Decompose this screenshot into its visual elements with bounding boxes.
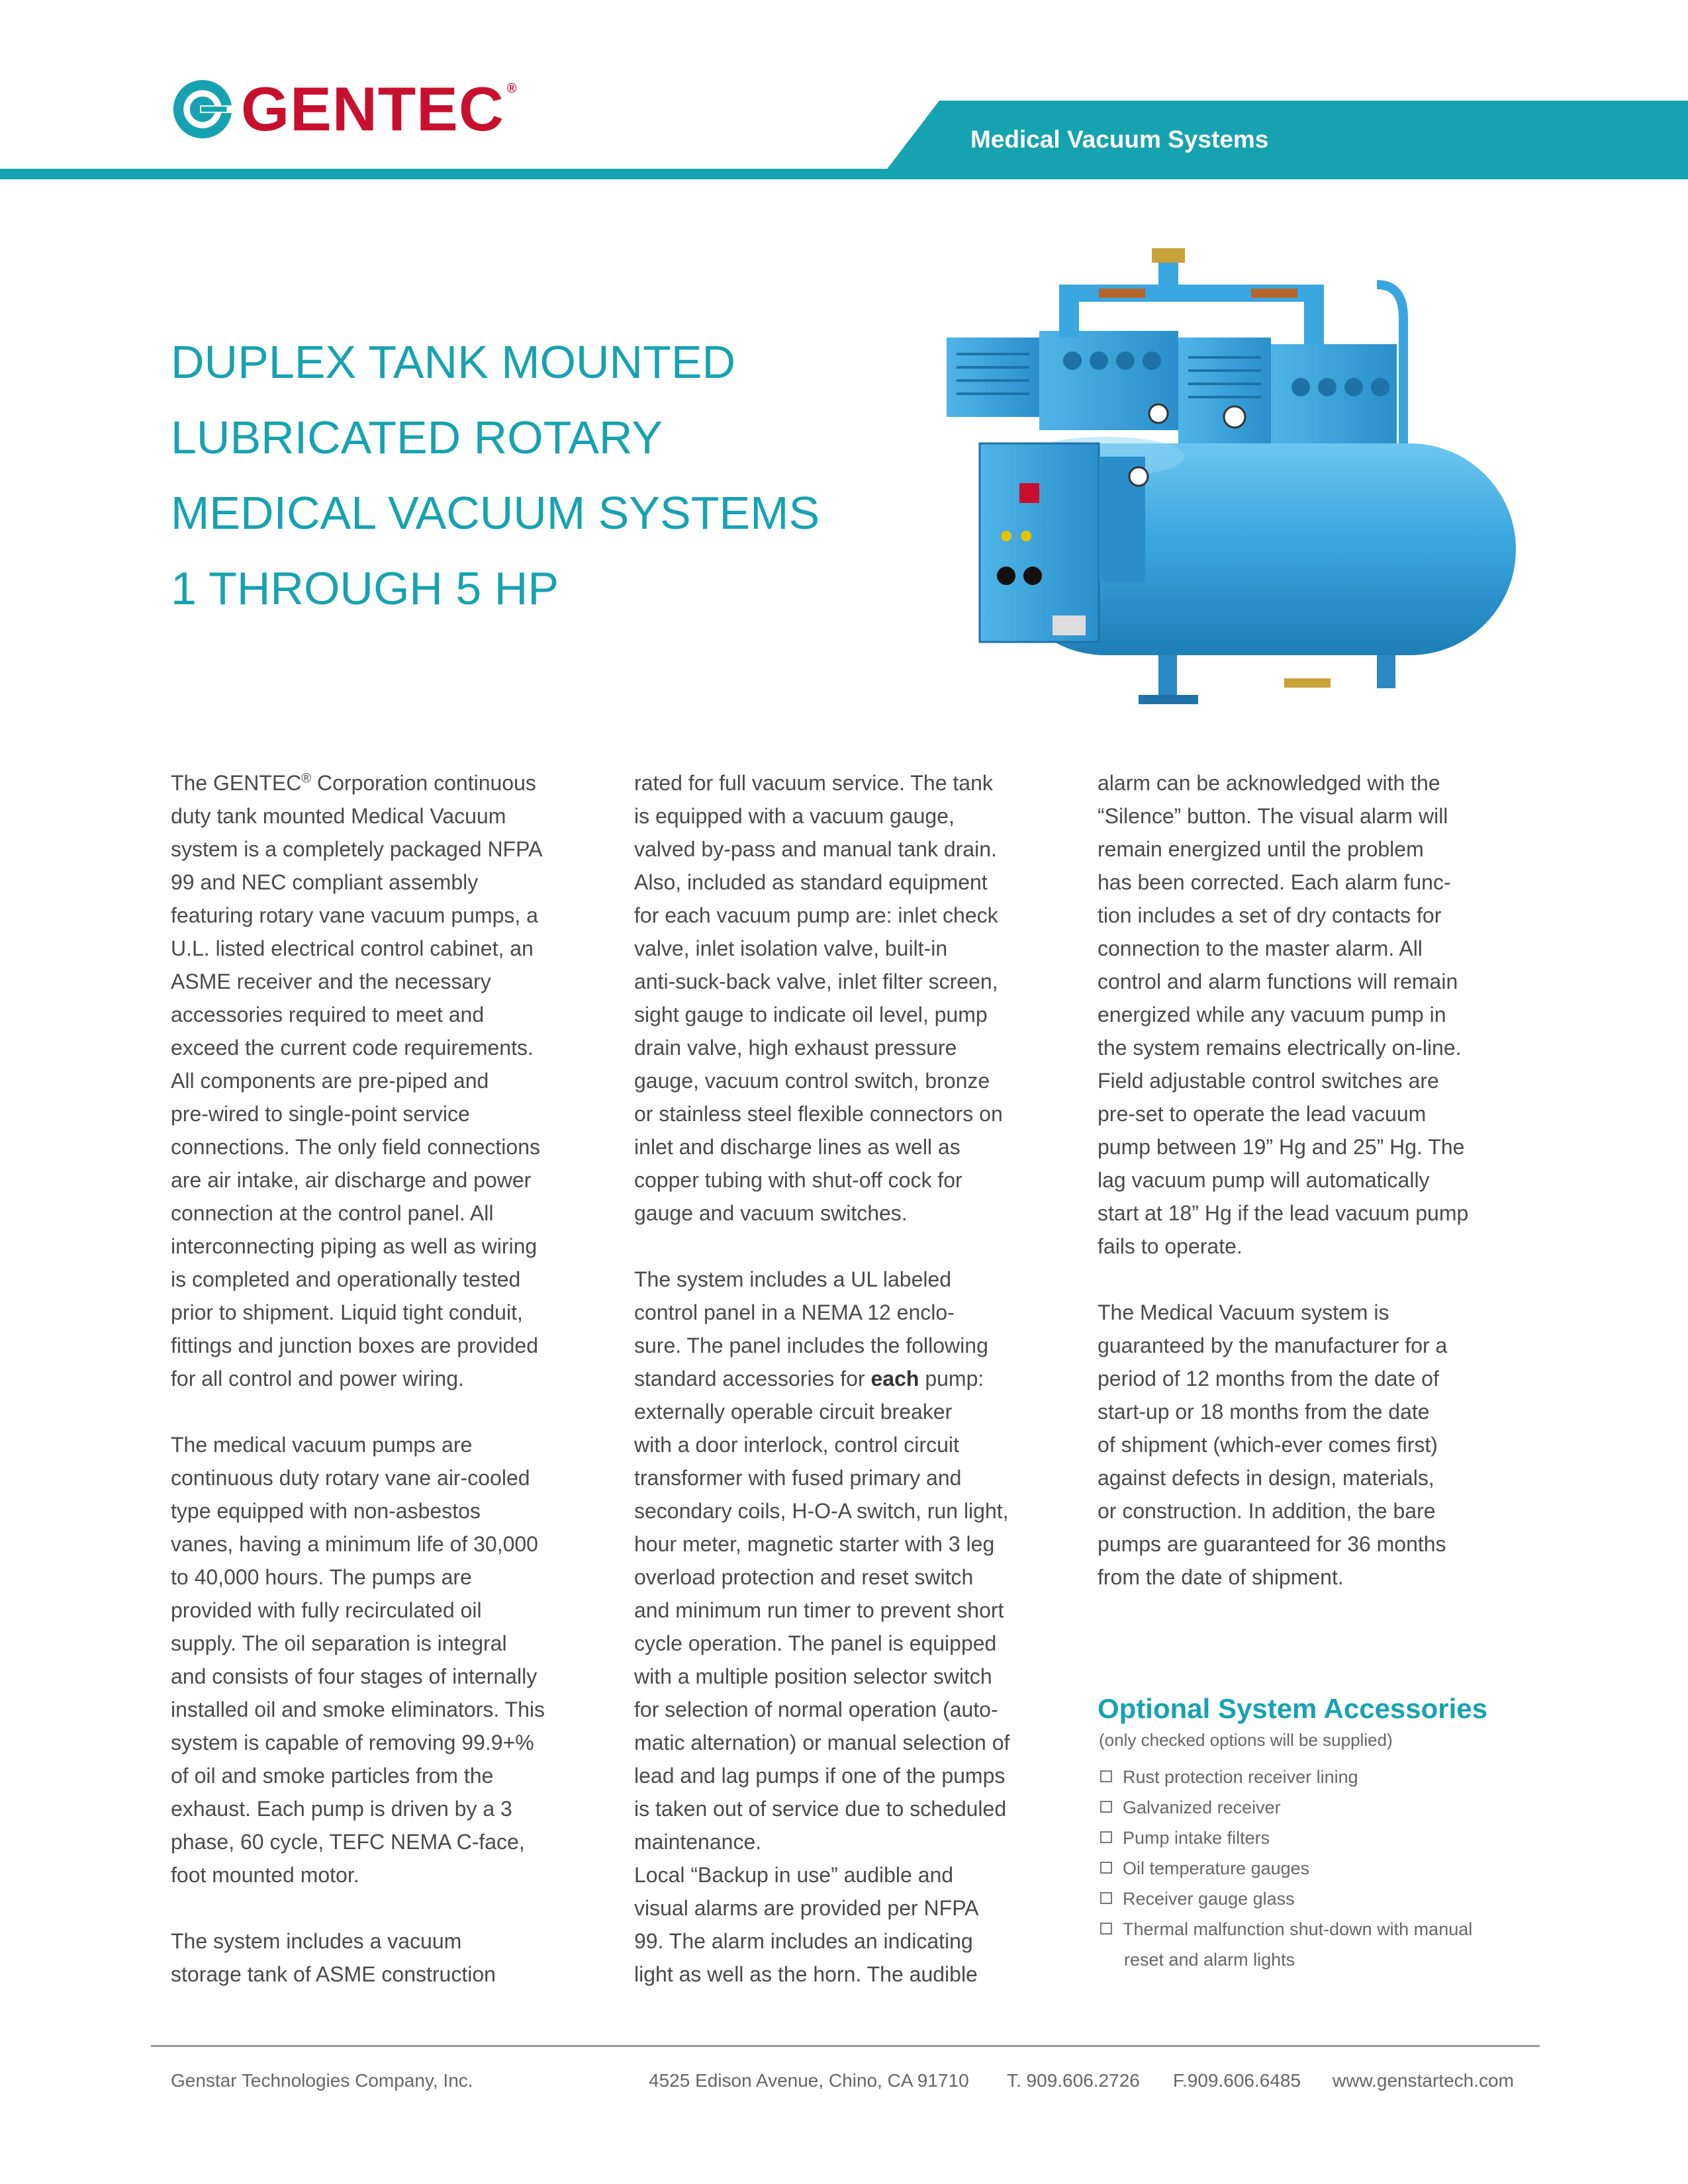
text-line: Also, included as standard equipment <box>634 870 988 894</box>
checkbox-icon[interactable] <box>1100 1892 1112 1904</box>
accessory-option[interactable]: Rust protection receiver lining <box>1099 1762 1529 1792</box>
checkbox-icon[interactable] <box>1100 1862 1112 1874</box>
checkbox-icon[interactable] <box>1100 1923 1112 1934</box>
text-line: drain valve, high exhaust pressure <box>634 1036 957 1060</box>
text-line: The GENTEC® Corporation continuous <box>171 771 536 795</box>
text-line: guaranteed by the manufacturer for a <box>1098 1334 1448 1357</box>
text-line: for each vacuum pump are: inlet check <box>634 903 998 927</box>
footer-company: Genstar Technologies Company, Inc. <box>171 2070 473 2091</box>
accessory-option[interactable]: Pump intake filters <box>1099 1823 1529 1853</box>
checkbox-icon[interactable] <box>1100 1801 1112 1813</box>
body-column-3 <box>1098 766 1521 1594</box>
text-line: is completed and operationally tested <box>171 1267 521 1291</box>
text-line: storage tank of ASME construction <box>171 1962 496 1986</box>
text-line: connections. The only field connections <box>171 1135 540 1159</box>
text-line: pump between 19” Hg and 25” Hg. The <box>1098 1135 1465 1159</box>
text-line: overload protection and reset switch <box>634 1565 974 1589</box>
text-line: has been corrected. Each alarm func- <box>1098 870 1451 894</box>
title-line: LUBRICATED ROTARY <box>171 412 663 463</box>
paragraph-gap <box>171 1395 594 1428</box>
footer-fax: F.909.606.6485 <box>1173 2070 1301 2091</box>
text-line: matic alternation) or manual selection of <box>634 1731 1010 1754</box>
text-line: are air intake, air discharge and power <box>171 1168 532 1192</box>
text-line: lag vacuum pump will automatically <box>1098 1168 1430 1192</box>
gentec-logo <box>171 73 517 146</box>
text-line: gauge, vacuum control switch, bronze <box>634 1069 990 1093</box>
title-line: MEDICAL VACUUM SYSTEMS <box>171 487 820 539</box>
paragraph-gap <box>171 1891 594 1925</box>
text-line: visual alarms are provided per NFPA <box>634 1896 979 1920</box>
text-line: light as well as the horn. The audible <box>634 1962 978 1986</box>
text-line: pre-wired to single-point service <box>171 1102 470 1126</box>
title-line: 1 THROUGH 5 HP <box>171 563 559 614</box>
text-line: transformer with fused primary and <box>634 1466 962 1490</box>
text-line: cycle operation. The panel is equipped <box>634 1631 997 1655</box>
text-line: rated for full vacuum service. The tank <box>634 771 993 795</box>
accessories-list <box>1099 1762 1529 1975</box>
text-line: system is capable of removing 99.9+% <box>171 1731 534 1754</box>
text-line: foot mounted motor. <box>171 1863 359 1887</box>
gentec-logo-mark-icon <box>171 77 234 141</box>
accessory-option[interactable]: Oil temperature gauges <box>1099 1853 1529 1884</box>
text-line: 99 and NEC compliant assembly <box>171 870 479 894</box>
page-title <box>171 324 932 626</box>
section-label: Medical Vacuum Systems <box>970 126 1269 153</box>
text-line: copper tubing with shut-off cock for <box>634 1168 962 1192</box>
text-line: maintenance. <box>634 1830 762 1854</box>
logo-wordmark: GENTEC ® <box>241 74 518 144</box>
text-line: hour meter, magnetic starter with 3 leg <box>634 1532 995 1556</box>
text-line: gauge and vacuum switches. <box>634 1201 908 1225</box>
text-line: of shipment (which-ever comes first) <box>1098 1433 1438 1457</box>
footer-website[interactable]: www.genstartech.com <box>1333 2070 1514 2091</box>
accessories-subtitle: (only checked options will be supplied) <box>1099 1730 1393 1750</box>
text-line: interconnecting piping as well as wiring <box>171 1234 538 1258</box>
accessory-option-continued: reset and alarm lights <box>1124 1950 1295 1970</box>
text-line: Local “Backup in use” audible and <box>634 1863 954 1887</box>
text-line: the system remains electrically on-line. <box>1098 1036 1462 1060</box>
text-line: externally operable circuit breaker <box>634 1400 953 1424</box>
text-line: The system includes a vacuum <box>171 1929 462 1953</box>
text-line: valved by-pass and manual tank drain. <box>634 837 997 861</box>
text-line: sight gauge to indicate oil level, pump <box>634 1003 988 1026</box>
text-line: The medical vacuum pumps are <box>171 1433 473 1457</box>
text-line: The system includes a UL labeled <box>634 1267 952 1291</box>
text-line: or construction. In addition, the bare <box>1098 1499 1436 1523</box>
text-line: secondary coils, H-O-A switch, run light, <box>634 1499 1009 1523</box>
text-line: start-up or 18 months from the date <box>1098 1400 1430 1424</box>
checkbox-icon[interactable] <box>1100 1831 1112 1843</box>
text-line: inlet and discharge lines as well as <box>634 1135 961 1159</box>
text-line: from the date of shipment. <box>1098 1565 1344 1589</box>
text-line: accessories required to meet and <box>171 1003 485 1026</box>
text-line: period of 12 months from the date of <box>1098 1367 1439 1390</box>
text-line: and minimum run timer to prevent short <box>634 1598 1004 1622</box>
paragraph-gap <box>1098 1263 1521 1296</box>
text-line: pre-set to operate the lead vacuum <box>1098 1102 1427 1126</box>
body-column-2 <box>634 766 1058 1991</box>
text-line: start at 18” Hg if the lead vacuum pump <box>1098 1201 1469 1225</box>
text-line: exhaust. Each pump is driven by a 3 <box>171 1797 512 1821</box>
accessory-option[interactable]: Galvanized receiver <box>1099 1792 1529 1823</box>
text-line: pumps are guaranteed for 36 months <box>1098 1532 1446 1556</box>
text-line: energized while any vacuum pump in <box>1098 1003 1446 1026</box>
text-line: connection at the control panel. All <box>171 1201 494 1225</box>
checkbox-icon[interactable] <box>1100 1770 1112 1782</box>
product-image <box>940 245 1536 728</box>
text-line: tion includes a set of dry contacts for <box>1098 903 1442 927</box>
text-line: exceed the current code requirements. <box>171 1036 534 1060</box>
emphasis-each: each <box>870 1367 919 1390</box>
text-line: with a door interlock, control circuit <box>634 1433 959 1457</box>
text-line: sure. The panel includes the following <box>634 1334 988 1357</box>
text-line: phase, 60 cycle, TEFC NEMA C-face, <box>171 1830 525 1854</box>
text-line: duty tank mounted Medical Vacuum <box>171 804 506 828</box>
text-line: The Medical Vacuum system is <box>1098 1300 1389 1324</box>
text-line: valve, inlet isolation valve, built-in <box>634 936 948 960</box>
text-line: control and alarm functions will remain <box>1098 970 1458 993</box>
text-line: fittings and junction boxes are provided <box>171 1334 539 1357</box>
text-line: type equipped with non-asbestos <box>171 1499 481 1523</box>
text-line: fails to operate. <box>1098 1234 1243 1258</box>
text-line: against defects in design, materials, <box>1098 1466 1434 1490</box>
text-line: prior to shipment. Liquid tight conduit, <box>171 1300 523 1324</box>
footer-rule <box>151 2045 1540 2047</box>
text-line: provided with fully recirculated oil <box>171 1598 482 1622</box>
text-line: supply. The oil separation is integral <box>171 1631 507 1655</box>
footer-phone: T. 909.606.2726 <box>1007 2070 1140 2091</box>
text-line: U.L. listed electrical control cabinet, an <box>171 936 534 960</box>
text-line: vanes, having a minimum life of 30,000 <box>171 1532 538 1556</box>
text-line: continuous duty rotary vane air-cooled <box>171 1466 530 1490</box>
text-line: control panel in a NEMA 12 enclo- <box>634 1300 955 1324</box>
text-line: is equipped with a vacuum gauge, <box>634 804 955 828</box>
text-line: for all control and power wiring. <box>171 1367 464 1390</box>
text-line: ASME receiver and the necessary <box>171 970 491 993</box>
accessory-option[interactable]: Thermal malfunction shut-down with manual <box>1099 1914 1529 1944</box>
text-line: alarm can be acknowledged with the <box>1098 771 1440 795</box>
text-line: “Silence” button. The visual alarm will <box>1098 804 1448 828</box>
footer-address: 4525 Edison Avenue, Chino, CA 91710 <box>649 2070 969 2091</box>
paragraph-gap <box>634 1230 1058 1263</box>
text-line: is taken out of service due to scheduled <box>634 1797 1007 1821</box>
body-column-1 <box>171 766 594 1991</box>
accessory-option[interactable]: Receiver gauge glass <box>1099 1884 1529 1914</box>
text-line: standard accessories for each pump: <box>634 1367 984 1390</box>
text-line: installed oil and smoke eliminators. This <box>171 1698 545 1721</box>
text-line: connection to the master alarm. All <box>1098 936 1423 960</box>
text-line: remain energized until the problem <box>1098 837 1424 861</box>
text-line: Field adjustable control switches are <box>1098 1069 1439 1093</box>
text-line: system is a completely packaged NFPA <box>171 837 543 861</box>
text-line: of oil and smoke particles from the <box>171 1764 494 1788</box>
text-line: 99. The alarm includes an indicating <box>634 1929 973 1953</box>
title-line: DUPLEX TANK MOUNTED <box>171 336 736 388</box>
text-line: and consists of four stages of internally <box>171 1664 538 1688</box>
text-line: anti-suck-back valve, inlet filter screen, <box>634 970 998 993</box>
text-line: for selection of normal operation (auto- <box>634 1698 998 1721</box>
text-line: or stainless steel flexible connectors on <box>634 1102 1003 1126</box>
text-line: to 40,000 hours. The pumps are <box>171 1565 472 1589</box>
accessories-title: Optional System Accessories <box>1098 1693 1488 1724</box>
text-line: lead and lag pumps if one of the pumps <box>634 1764 1006 1788</box>
text-line: with a multiple position selector switch <box>634 1664 992 1688</box>
text-line: All components are pre-piped and <box>171 1069 489 1093</box>
text-line: featuring rotary vane vacuum pumps, a <box>171 903 538 927</box>
